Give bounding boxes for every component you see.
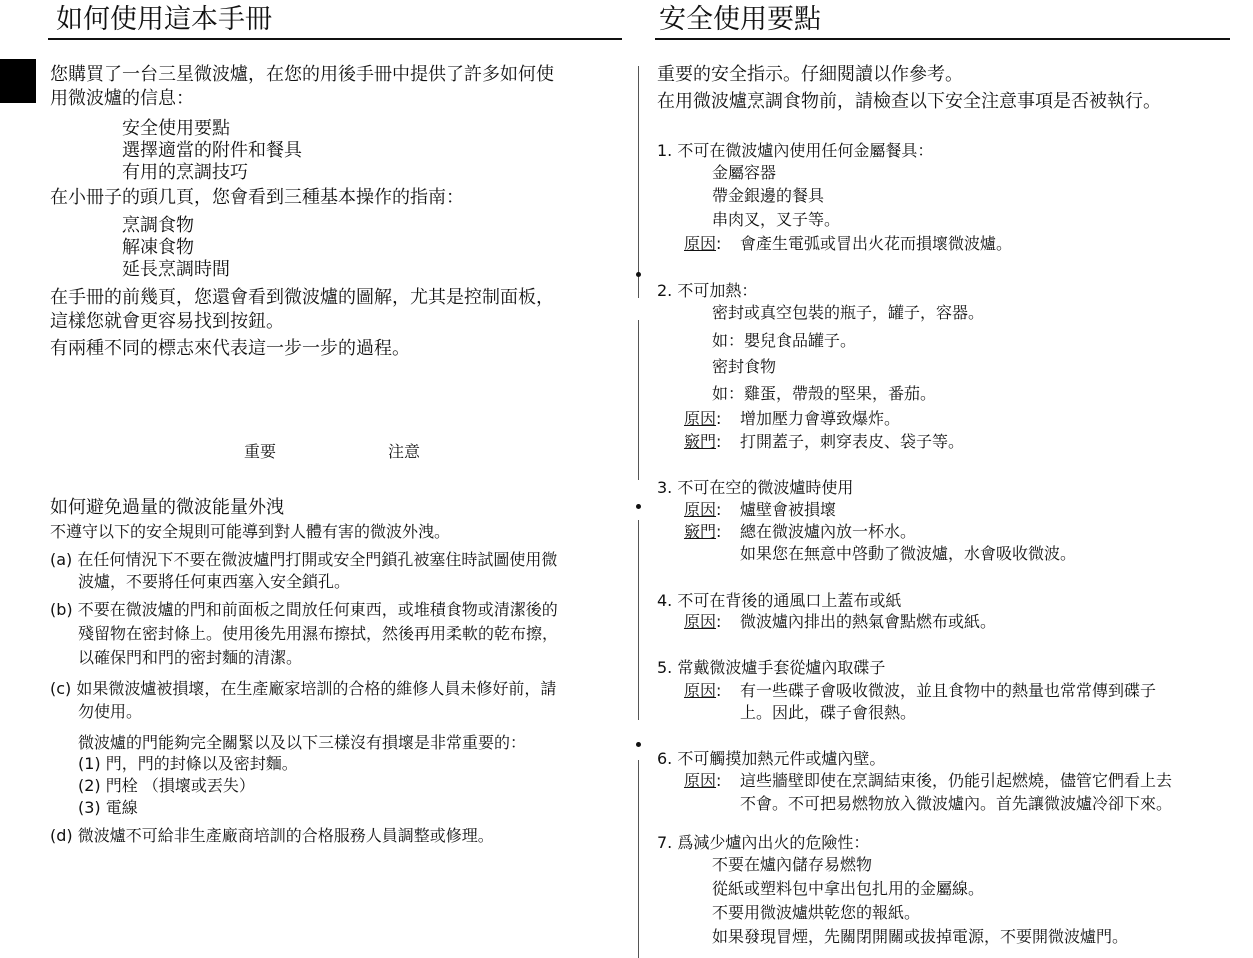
- reason-text: 上。因此，碟子會很熱。: [740, 703, 917, 722]
- reason-line: 原因: 爐壁會被損壞: [684, 500, 837, 519]
- rule-subitem: (3) 電線: [78, 798, 138, 817]
- page-title: 如何使用這本手冊: [48, 0, 622, 40]
- tip-label: 竅門: [684, 522, 717, 541]
- reason-label: 原因: [684, 612, 717, 631]
- tip-line: 竅門: 總在微波爐內放一杯水。: [684, 522, 917, 541]
- body-text: 不遵守以下的安全規則可能導到對人體有害的微波外洩。: [50, 522, 451, 541]
- rule-item: 微波爐的門能夠完全關緊以及以下三樣沒有損壞是非常重要的：: [78, 733, 527, 752]
- safety-subitem: 帶金銀邊的餐具: [712, 186, 825, 205]
- safety-subitem: 如果發現冒煙，先關閉開關或拔掉電源，不要開微波爐門。: [712, 927, 1129, 946]
- safety-subitem: 金屬容器: [712, 163, 777, 182]
- safety-subitem: 串肉叉，叉子等。: [712, 210, 841, 229]
- reason-text: 微波爐內排出的熱氣會點燃布或紙。: [740, 612, 997, 631]
- margin-dot: [636, 504, 641, 509]
- rule-subitem: (2) 門栓 （損壞或丟失）: [78, 776, 255, 795]
- safety-item-heading: 5. 常戴微波爐手套從爐內取碟子: [657, 658, 886, 677]
- safety-subitem: 從紙或塑料包中拿出包扎用的金屬線。: [712, 879, 985, 898]
- rule-item: (a) 在任何情況下不要在微波爐門打開或安全門鎖孔被塞住時試圖使用微: [50, 550, 558, 569]
- intro-line: 在用微波爐烹調食物前，請檢查以下安全注意事項是否被執行。: [657, 91, 1161, 112]
- safety-item-heading: 1. 不可在微波爐內使用任何金屬餐具：: [657, 141, 934, 160]
- body-text: 有兩種不同的標志來代表這一步一步的過程。: [50, 338, 410, 359]
- label-note: 注意: [388, 442, 421, 461]
- reason-line: 原因: 增加壓力會導致爆炸。: [684, 409, 901, 428]
- list-item: 選擇適當的附件和餐具: [122, 140, 302, 161]
- margin-dot: [636, 742, 641, 747]
- right-page: [655, 0, 1230, 946]
- reason-line: 原因: 會產生電弧或冒出火花而損壞微波爐。: [684, 234, 1013, 253]
- list-item: 延長烹調時間: [122, 259, 230, 280]
- body-text: 這樣您就會更容易找到按鈕。: [50, 311, 284, 332]
- rule-item: (c) 如果微波爐被損壞，在生產廠家培訓的合格的維修人員未修好前，請: [50, 679, 557, 698]
- rule-subitem: (1) 門，門的封條以及密封麵。: [78, 754, 298, 773]
- reason-text: 增加壓力會導致爆炸。: [740, 409, 901, 428]
- tip-line: 竅門: 打開蓋子，刺穿表皮、袋子等。: [684, 432, 965, 451]
- rule-item: 殘留物在密封條上。使用後先用濕布擦拭，然後再用柔軟的乾布擦，: [78, 624, 559, 643]
- safety-subitem: 如：嬰兒食品罐子。: [712, 331, 857, 350]
- reason-line: 原因: 這些牆壁即使在烹調結束後，仍能引起燃燒，儘管它們看上去: [684, 771, 1173, 790]
- column-divider: [638, 760, 639, 958]
- safety-subitem: 不要用微波爐烘乾您的報紙。: [712, 903, 921, 922]
- reason-text: 不會。不可把易燃物放入微波爐內。首先讓微波爐冷卻下來。: [740, 794, 1173, 813]
- reason-text: 這些牆壁即使在烹調結束後，仍能引起燃燒，儘管它們看上去: [740, 771, 1173, 790]
- reason-text: 有一些碟子會吸收微波，並且食物中的熱量也常常傳到碟子: [740, 681, 1157, 700]
- reason-text: 會產生電弧或冒出火花而損壞微波爐。: [740, 234, 1013, 253]
- list-item: 有用的烹調技巧: [122, 162, 248, 183]
- reason-label: 原因: [684, 234, 717, 253]
- reason-line: 原因: 微波爐內排出的熱氣會點燃布或紙。: [684, 612, 997, 631]
- section-heading: 如何避免過量的微波能量外洩: [50, 497, 284, 518]
- body-text: 在手冊的前幾頁，您還會看到微波爐的圖解，尤其是控制面板，: [50, 287, 554, 308]
- safety-item-heading: 4. 不可在背後的通風口上蓋布或紙: [657, 591, 902, 610]
- safety-item-heading: 6. 不可觸摸加熱元件或爐內壁。: [657, 749, 886, 768]
- margin-dot: [636, 272, 641, 277]
- rule-item: 波爐，不要將任何東西塞入安全鎖孔。: [78, 572, 351, 591]
- safety-item-heading: 7. 爲減少爐內出火的危險性：: [657, 833, 870, 852]
- tip-text: 總在微波爐內放一杯水。: [740, 522, 917, 541]
- tip-label: 竅門: [684, 432, 717, 451]
- intro-line: 您購買了一台三星微波爐，在您的用後手冊中提供了許多如何使: [50, 64, 554, 85]
- rule-item: (d) 微波爐不可給非生產廠商培訓的合格服務人員調整或修理。: [50, 826, 494, 845]
- reason-text: 爐壁會被損壞: [740, 500, 837, 519]
- rule-item: 以確保門和門的密封麵的清潔。: [78, 648, 303, 667]
- label-important: 重要: [244, 442, 277, 461]
- list-item: 解凍食物: [122, 237, 194, 258]
- safety-subitem: 密封或真空包裝的瓶子，罐子，容器。: [712, 303, 985, 322]
- rule-item: (b) 不要在微波爐的門和前面板之間放任何東西，或堆積食物或清潔後的: [50, 600, 558, 619]
- column-divider: [638, 320, 639, 480]
- safety-subitem: 不要在爐內儲存易燃物: [712, 855, 873, 874]
- column-divider: [638, 520, 639, 720]
- list-item: 安全使用要點: [122, 118, 230, 139]
- safety-item-heading: 2. 不可加熱：: [657, 281, 758, 300]
- safety-item-heading: 3. 不可在空的微波爐時使用: [657, 478, 854, 497]
- reason-label: 原因: [684, 500, 717, 519]
- rule-item: 勿使用。: [78, 702, 143, 721]
- reason-label: 原因: [684, 771, 717, 790]
- list-item: 烹調食物: [122, 215, 194, 236]
- reason-label: 原因: [684, 681, 717, 700]
- column-divider: [638, 66, 639, 298]
- left-page: [48, 0, 622, 845]
- tip-text: 打開蓋子，刺穿表皮、袋子等。: [740, 432, 965, 451]
- page-title: 安全使用要點: [655, 0, 1230, 40]
- reason-line: 原因: 有一些碟子會吸收微波，並且食物中的熱量也常常傳到碟子: [684, 681, 1157, 700]
- guide-text: 在小冊子的頭几頁，您會看到三種基本操作的指南：: [50, 187, 464, 208]
- intro-line: 重要的安全指示。仔細閱讀以作參考。: [657, 64, 963, 85]
- section-tab-marker: [0, 59, 36, 103]
- reason-label: 原因: [684, 409, 717, 428]
- tip-text: 如果您在無意中啓動了微波爐，水會吸收微波。: [740, 544, 1077, 563]
- intro-line: 用微波爐的信息：: [50, 88, 194, 109]
- safety-subitem: 密封食物: [712, 357, 777, 376]
- safety-subitem: 如：雞蛋，帶殼的堅果，番茄。: [712, 384, 937, 403]
